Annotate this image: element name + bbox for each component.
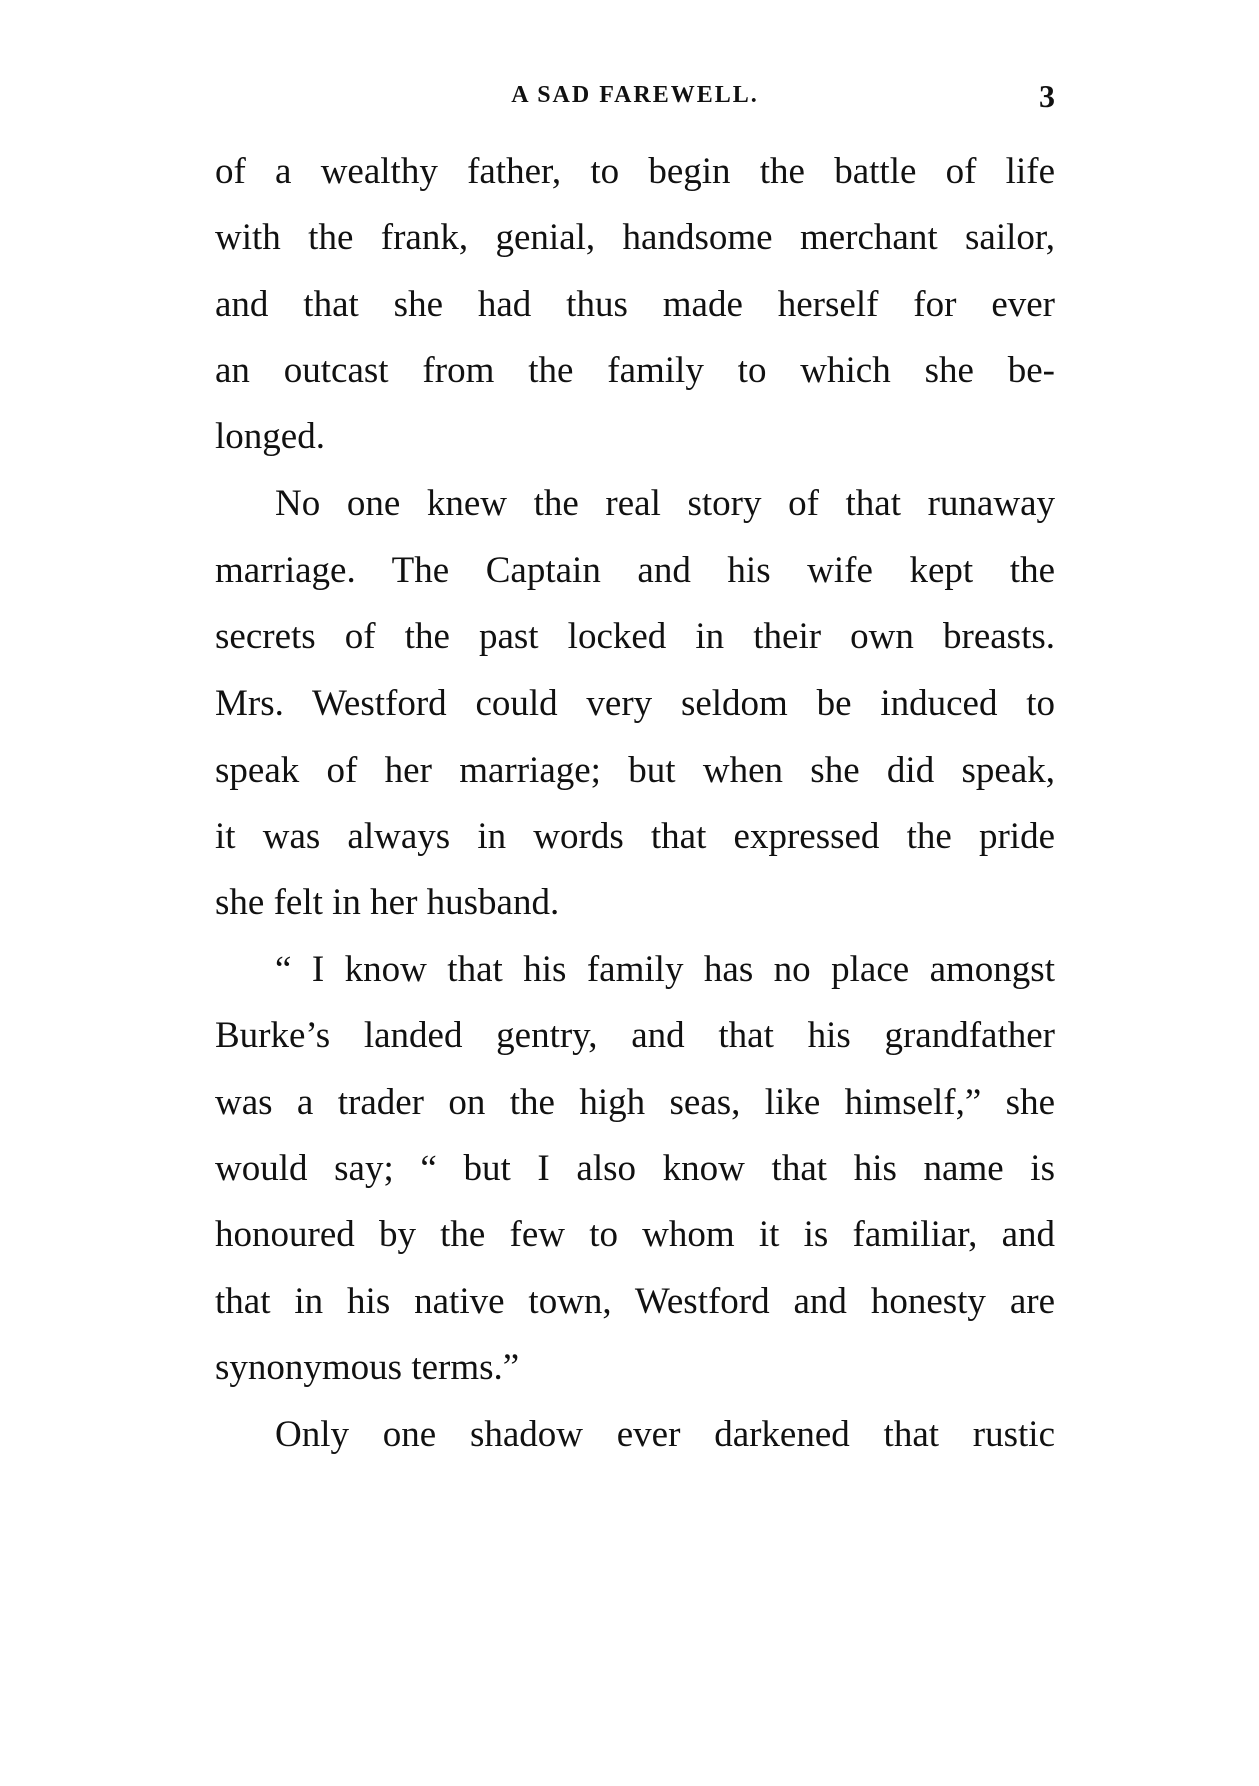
text-line: marriage. The Captain and his wife kept the bbox=[215, 550, 1055, 591]
text-line: Burke’s landed gentry, and that his grandfather bbox=[215, 1015, 1055, 1056]
text-line: she felt in her husband. bbox=[215, 882, 560, 923]
text-line: that in his native town, Westford and honesty are bbox=[215, 1281, 1055, 1322]
text-line: and that she had thus made herself for ever bbox=[215, 284, 1055, 325]
text-line: secrets of the past locked in their own breasts. bbox=[215, 616, 1055, 657]
text-line: Mrs. Westford could very seldom be induced to bbox=[215, 683, 1055, 724]
text-line: it was always in words that expressed the pride bbox=[215, 816, 1055, 857]
text-line: an outcast from the family to which she be- bbox=[215, 350, 1055, 391]
page-number: 3 bbox=[1039, 78, 1055, 114]
text-line: “ I know that his family has no place amongst bbox=[275, 949, 1055, 990]
text-line: longed. bbox=[215, 416, 325, 457]
text-line: synonymous terms.” bbox=[215, 1347, 520, 1388]
running-head bbox=[215, 78, 1055, 122]
text-line: honoured by the few to whom it is familiar, and bbox=[215, 1214, 1055, 1255]
text-line: speak of her marriage; but when she did speak, bbox=[215, 750, 1055, 791]
running-title: A SAD FAREWELL. bbox=[511, 82, 759, 108]
text-line: would say; “ but I also know that his name is bbox=[215, 1148, 1055, 1189]
text-line: No one knew the real story of that runaway bbox=[275, 483, 1055, 524]
text-line: with the frank, genial, handsome merchant sailor, bbox=[215, 217, 1055, 258]
text-line: was a trader on the high seas, like himself,” she bbox=[215, 1082, 1055, 1123]
text-line: Only one shadow ever darkened that rustic bbox=[275, 1414, 1055, 1455]
text-line: of a wealthy father, to begin the battle of life bbox=[215, 151, 1055, 192]
